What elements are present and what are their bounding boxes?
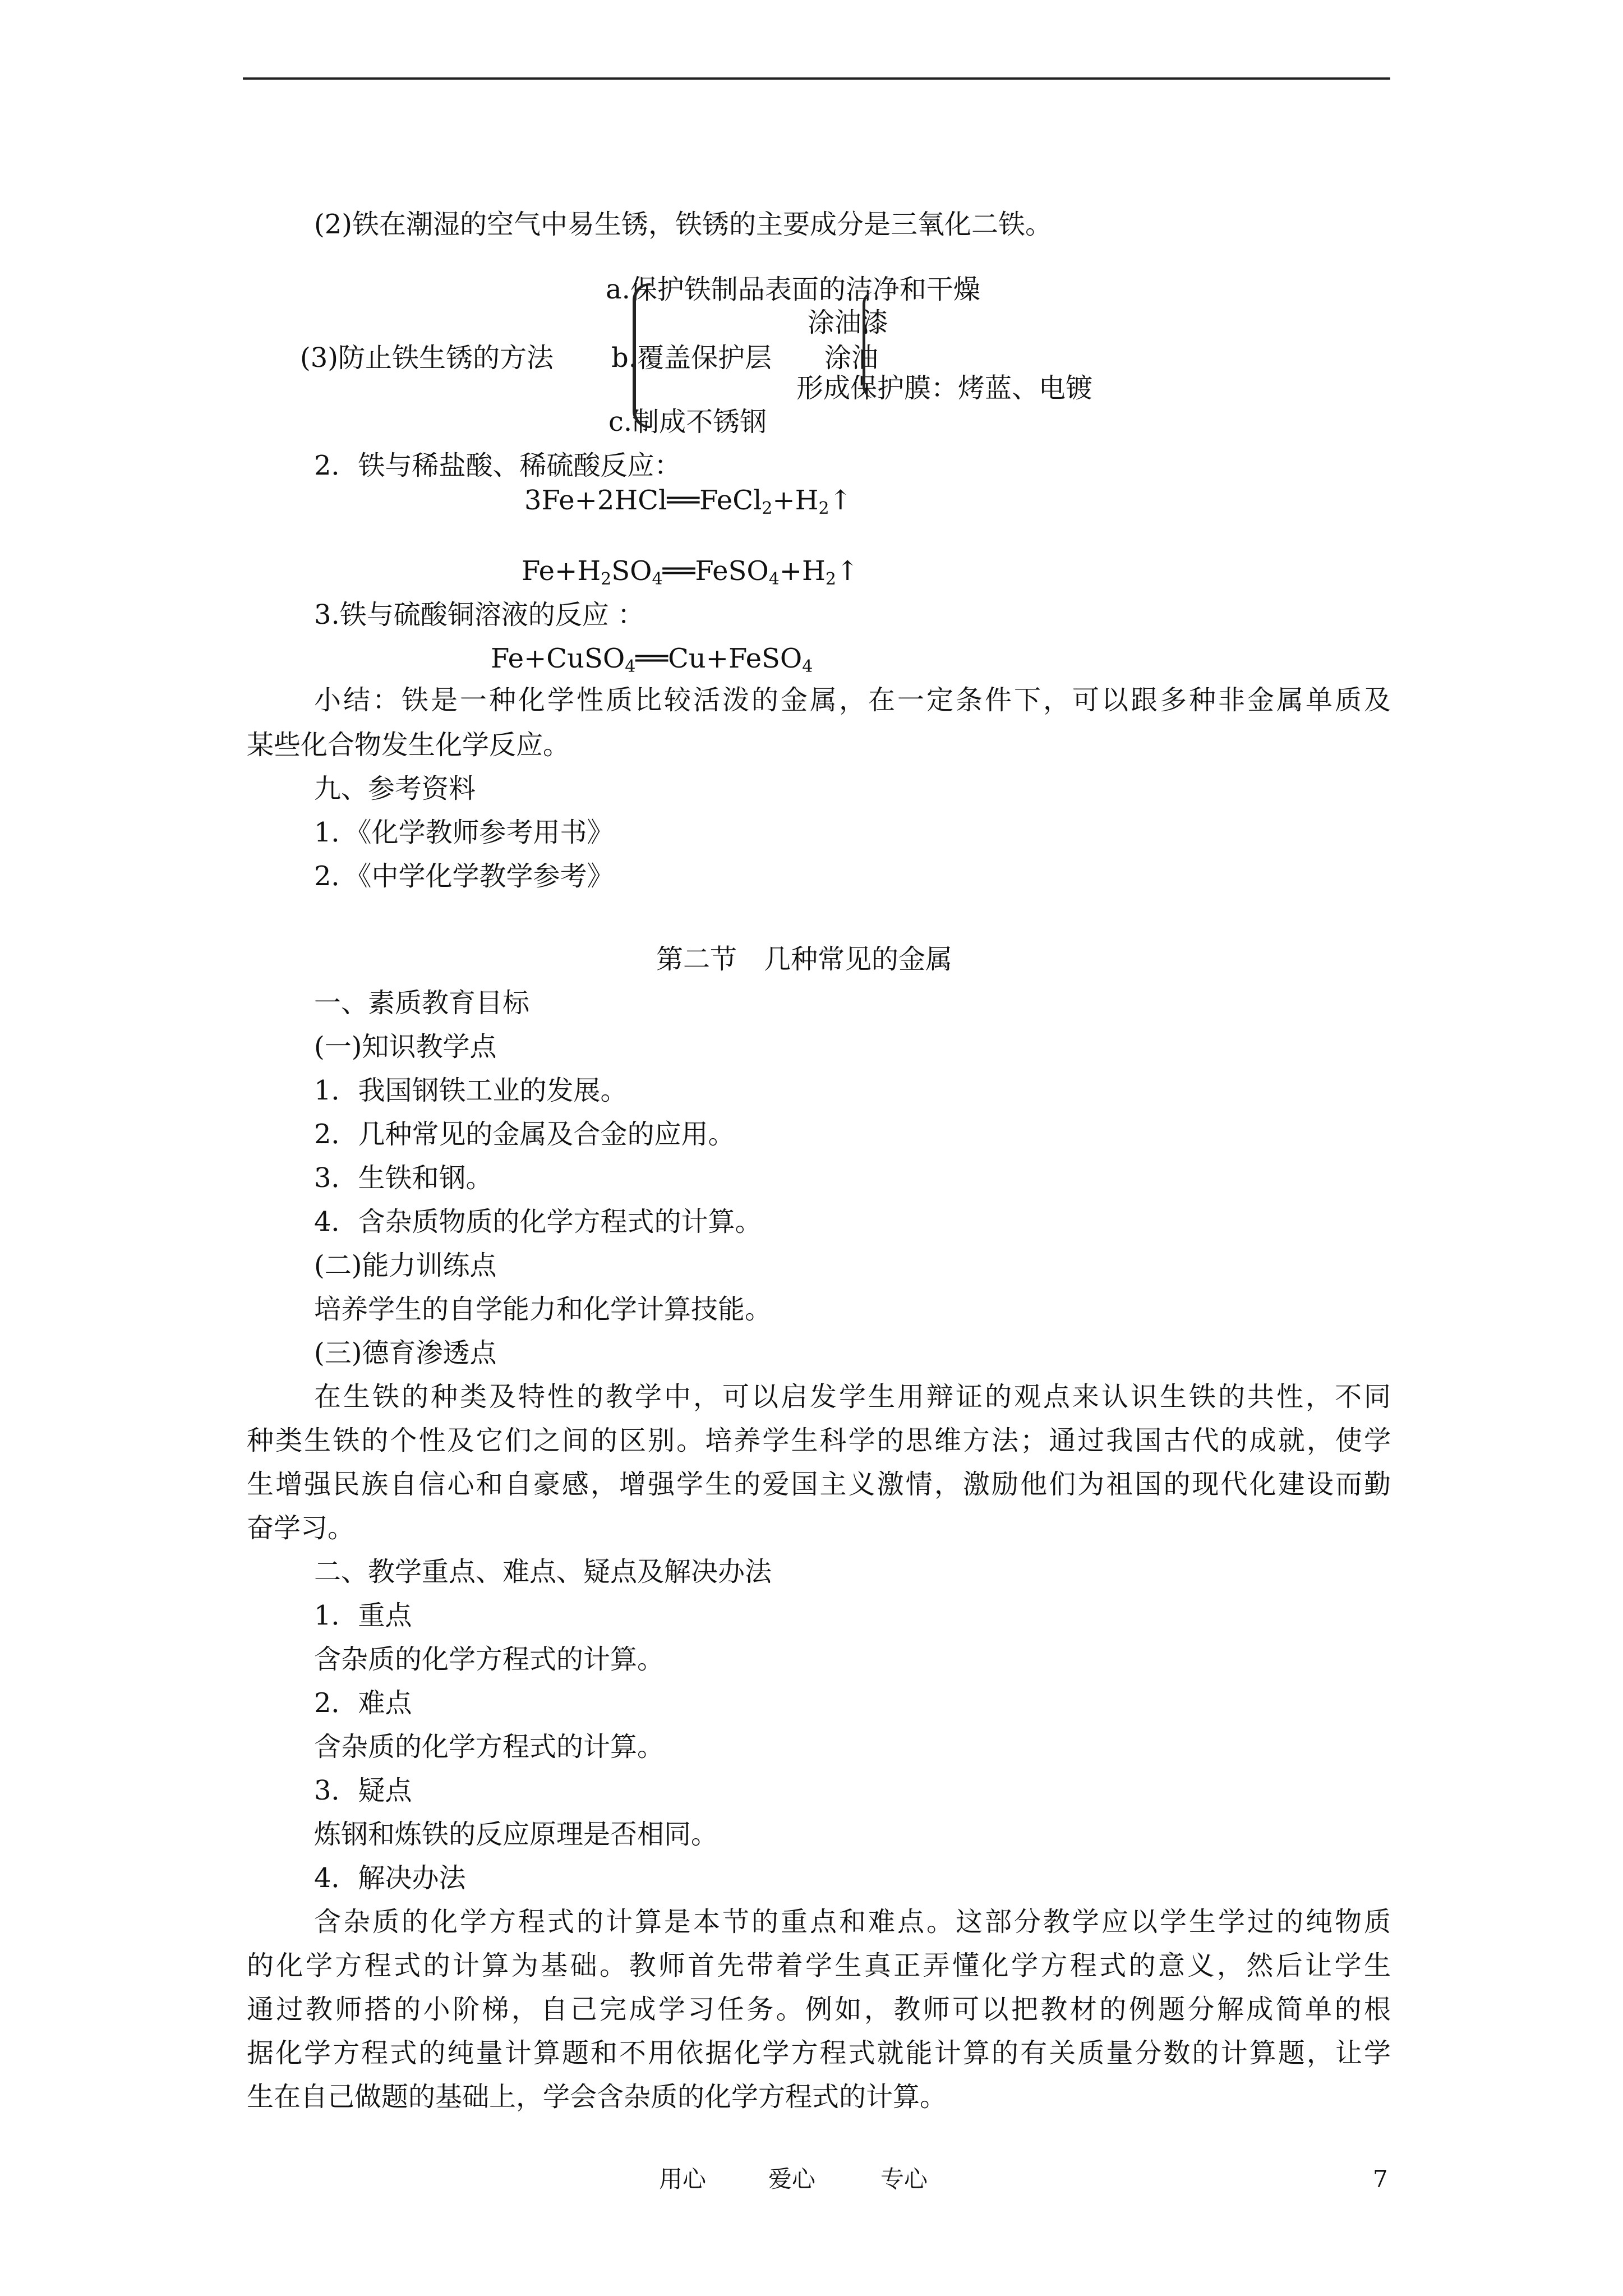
equation-part: +H [772, 485, 819, 516]
equation-part: +H [779, 555, 826, 587]
paragraph-line: 小结：铁是一种化学性质比较活泼的金属，在一定条件下，可以跟多种非金属单质及 [314, 684, 1391, 716]
footer-text: 爱心 [768, 2165, 816, 2193]
text-line: 1．我国钢铁工业的发展。 [314, 1075, 628, 1106]
equation-part: ══ [635, 643, 668, 674]
text-line: 含杂质的化学方程式的计算。 [314, 1644, 665, 1675]
paragraph [247, 683, 1391, 717]
footer-text: 专心 [880, 2165, 928, 2193]
equation-line [522, 554, 859, 588]
text-line: 2．《中学化学教学参考》 [314, 861, 614, 892]
text-line: 培养学生的自学能力和化学计算技能。 [314, 1294, 772, 1325]
equation-part: ══ [667, 485, 700, 516]
text-line: 炼钢和炼铁的反应原理是否相同。 [314, 1819, 718, 1850]
text-line: 2．几种常见的金属及合金的应用。 [314, 1119, 735, 1150]
paragraph-line: 生增强民族自信心和自豪感，增强学生的爱国主义激情，激励他们为祖国的现代化建设而勤 [247, 1469, 1391, 1500]
text-line: 一、素质教育目标 [314, 987, 530, 1019]
text-line: 3．疑点 [314, 1775, 412, 1806]
equation-part: 4 [802, 657, 813, 677]
equation-part: 4 [652, 569, 663, 589]
text-line: (二)能力训练点 [314, 1250, 497, 1281]
equation-part: 4 [625, 657, 636, 677]
diagram-subitem: 涂油漆 [808, 307, 889, 338]
paragraph-line: 种类生铁的个性及它们之间的区别。培养学生科学的思维方法；通过我国古代的成就，使学 [247, 1425, 1391, 1456]
equation-part: ══ [662, 555, 695, 587]
text-line: 生在自己做题的基础上，学会含杂质的化学方程式的计算。 [247, 2081, 947, 2113]
paragraph-line: 含杂质的化学方程式的计算是本节的重点和难点。这部分教学应以学生学过的纯物质 [314, 1906, 1391, 1938]
paragraph-line: 通过教师搭的小阶梯，自己完成学习任务。例如，教师可以把教材的例题分解成简单的根 [247, 1994, 1391, 2025]
diagram-item-c: c.制成不锈钢 [608, 406, 767, 438]
text-line: 3．生铁和钢。 [314, 1162, 493, 1194]
paragraph [247, 1905, 1391, 2080]
diagram-item-b: b.覆盖保护层 [611, 342, 772, 374]
text-line: 4．含杂质物质的化学方程式的计算。 [314, 1206, 762, 1237]
diagram-item-a: a.保护铁制品表面的洁净和干燥 [606, 274, 980, 305]
paragraph-line: 据化学方程式的纯量计算题和不用依据化学方程式就能计算的有关质量分数的计算题，让学 [247, 2037, 1391, 2069]
equation-part: Cu+FeSO [668, 643, 803, 674]
page-number: 7 [1373, 2165, 1388, 2193]
text-line: 奋学习。 [247, 1512, 355, 1544]
equation-part: 4 [768, 569, 780, 589]
text-line: (一)知识教学点 [314, 1031, 497, 1062]
text-line: 2．难点 [314, 1687, 412, 1719]
text-line: 2．铁与稀盐酸、稀硫酸反应： [314, 450, 681, 481]
diagram-subitem: 形成保护膜：烤蓝、电镀 [796, 372, 1093, 404]
equation-part: FeSO [695, 555, 769, 587]
text-line: 4．解决办法 [314, 1862, 466, 1894]
paragraph [247, 1380, 1391, 1511]
text-line: (三)德育渗透点 [314, 1337, 497, 1369]
text-line: 九、参考资料 [314, 773, 476, 804]
text-line: 二、教学重点、难点、疑点及解决办法 [314, 1556, 772, 1588]
equation-line [524, 484, 852, 517]
paragraph-line: 的化学方程式的计算为基础。教师首先带着学生真正弄懂化学方程式的意义，然后让学生 [247, 1950, 1391, 1981]
text-line: 某些化合物发生化学反应。 [247, 729, 570, 761]
equation-part: SO [611, 555, 652, 587]
equation-part: 2 [818, 499, 829, 518]
equation-part: ↑ [829, 485, 852, 516]
equation-part: FeCl [699, 485, 762, 516]
left-brace [633, 283, 651, 428]
text-line: 3.铁与硫酸铜溶液的反应 ： [314, 599, 645, 631]
text-line: 1．《化学教师参考用书》 [314, 817, 614, 848]
diagram-subitem: 涂油 [824, 342, 879, 374]
equation-part: 2 [825, 569, 836, 589]
paragraph-line: 在生铁的种类及特性的教学中，可以启发学生用辩证的观点来认识生铁的共性，不同 [314, 1381, 1391, 1412]
equation-part: 2 [601, 569, 612, 589]
equation-part: Fe+H [522, 555, 601, 587]
equation-part: 3Fe+2HCl [524, 485, 667, 516]
section-title: 第二节 几种常见的金属 [656, 944, 953, 975]
text-line: 含杂质的化学方程式的计算。 [314, 1731, 665, 1763]
text-line: (2)铁在潮湿的空气中易生锈，铁锈的主要成分是三氧化二铁。 [314, 209, 1052, 240]
equation-part: ↑ [836, 555, 859, 587]
equation-line [491, 642, 813, 675]
equation-part: 2 [762, 499, 773, 518]
equation-part: Fe+CuSO [491, 643, 625, 674]
diagram-label: (3)防止铁生锈的方法 [300, 342, 554, 374]
text-line: 1．重点 [314, 1600, 412, 1631]
header-rule [243, 77, 1390, 80]
right-brace [863, 292, 874, 398]
footer-text: 用心 [659, 2165, 707, 2193]
